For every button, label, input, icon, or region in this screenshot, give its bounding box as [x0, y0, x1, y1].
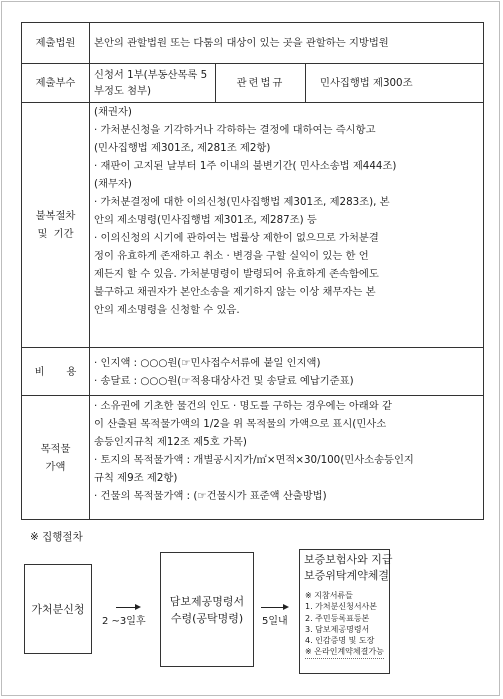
flow-step-apply [24, 564, 92, 654]
doc-online-note: ※ 온라인계약체결가능 [305, 646, 384, 658]
cost-item2: · 송달료 : ○○○원(☞적용대상사건 및 송달료 예납기준표) [94, 374, 354, 387]
row-court [22, 23, 484, 64]
copies-value-line1: 신청서 1부(부동산목록 5 [94, 69, 208, 81]
debtor-item2-line1: · 이의신청의 시기에 관하여는 법률상 제한이 없으므로 가처분결 [94, 232, 379, 244]
appeal-label-line1: 불복절차 [35, 210, 76, 222]
row-cost [22, 348, 484, 396]
row-copies [22, 64, 484, 103]
flow-step-apply-label: 가처분신청 [31, 603, 85, 616]
insurance-title-line1: 보증보험사와 지급 [304, 553, 393, 566]
arrow1-line [116, 607, 136, 608]
insurance-title-line2: 보증위탁계약체결 [304, 569, 390, 582]
insurance-title [304, 552, 393, 584]
creditor-heading: (채권자) [94, 106, 132, 118]
flow-step-security-line1: 담보제공명령서 [169, 594, 245, 608]
value-label-line1: 목적물 [40, 442, 71, 455]
doc-item-3: 3. 담보제공명령서 [305, 624, 370, 634]
court-label: 제출법원 [22, 23, 90, 64]
creditor-item2: · 재판이 고지된 날부터 1주 이내의 불변기간( 민사소송법 제444조) [94, 160, 397, 172]
law-value: 민사집행법 제300조 [306, 64, 484, 103]
flow-title: ※ 집행절차 [30, 531, 83, 543]
docs-list [305, 590, 384, 659]
docs-heading: ※ 지참서류들 [305, 591, 353, 600]
arrow2-head [283, 604, 289, 610]
value-label-line2: 가액 [45, 460, 66, 473]
cost-label [22, 348, 90, 396]
value-content [90, 396, 484, 520]
debtor-item2-line5: 안의 제소명령을 신청할 수 있음. [94, 304, 240, 316]
debtor-item2-line2: 정이 유효하게 존재하고 취소 · 변경을 구할 실익이 있는 한 언 [94, 250, 369, 262]
row-appeal [22, 103, 484, 348]
arrow2-line [261, 607, 284, 608]
appeal-label [22, 103, 90, 348]
creditor-item1-line2: (민사집행법 제301조, 제281조 제2항) [94, 142, 271, 154]
value-item3: · 건물의 목적물가액 : (☞건물시가 표준액 산출방법) [94, 490, 327, 502]
debtor-item2-line3: 제든지 할 수 있음. 가처분명령이 발령되어 유효하게 존속함에도 [94, 268, 379, 280]
appeal-content [90, 103, 484, 348]
arrow2-label: 5일내 [262, 616, 288, 627]
doc-item-4: 4. 인감증명 및 도장 [305, 636, 375, 646]
court-value: 본안의 관할법원 또는 다툼의 대상이 있는 곳을 관할하는 지방법원 [90, 23, 484, 64]
law-label: 관련법규 [216, 64, 306, 103]
debtor-item1-line1: · 가처분결정에 대한 이의신청(민사집행법 제301조, 제283조), 본 [94, 196, 390, 208]
doc-item-1: 1. 가처분신청서사본 [305, 602, 377, 612]
arrow1-label: 2 ~3일후 [102, 616, 146, 627]
cost-label-text: 비 용 [34, 365, 86, 378]
info-table [21, 22, 484, 520]
value-item2-line1: · 토지의 목적물가액 : 개별공시지가/㎡×면적×30/100(민사소송등인지 [94, 454, 414, 466]
value-item1-line3: 송등인지규칙 제12조 제5호 가목) [94, 436, 247, 448]
cost-item1: · 인지액 : ○○○원(☞민사접수서류에 붙일 인지액) [94, 356, 321, 369]
value-item1-line2: 이 산출된 목적물가액의 1/2을 위 목적물의 가액으로 표시(민사소 [94, 418, 387, 430]
copies-value [90, 64, 216, 103]
copies-label: 제출부수 [22, 64, 90, 103]
flow-step-security-order [160, 552, 254, 667]
appeal-label-line2: 및 기간 [37, 228, 74, 240]
value-item1-line1: · 소유권에 기초한 물건의 인도 · 명도를 구하는 경우에는 아래와 같 [94, 400, 392, 412]
debtor-item1-line2: 안의 제소명령(민사집행법 제301조, 제287조) 등 [94, 214, 317, 226]
value-label [22, 396, 90, 520]
row-value [22, 396, 484, 520]
debtor-heading: (채무자) [94, 178, 132, 190]
creditor-item1-line1: · 가처분신청을 기각하거나 각하하는 결정에 대하여는 즉시항고 [94, 124, 376, 136]
debtor-item2-line4: 불구하고 채권자가 본안소송을 제기하지 않는 이상 채무자는 본 [94, 286, 376, 298]
doc-item-2: 2. 주민등록표등본 [305, 613, 370, 623]
cost-content [90, 348, 484, 396]
copies-value-line2: 부정도 첨부) [94, 85, 152, 97]
arrow1-head [135, 604, 141, 610]
flow-step-security-line2: 수령(공탁명령) [170, 611, 244, 625]
value-item2-line2: 규칙 제9조 제2항) [94, 472, 178, 484]
